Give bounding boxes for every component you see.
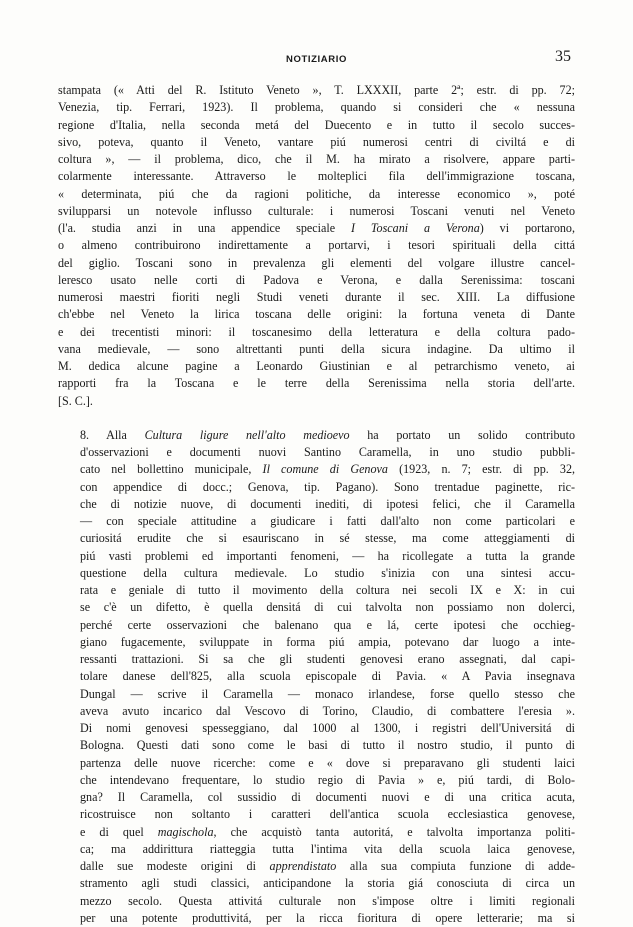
text-line [58, 444, 575, 461]
italic-term: magischola [157, 824, 214, 839]
text-line: regione d'Italia, nella seconda metá del Duecento e in tutto il secolo succes- [58, 117, 575, 132]
text-line: per una potente produttivitá, per la ricca fioritura di opere letterarie; ma si [80, 910, 575, 925]
text-line: Venezia, tip. Ferrari, 1923). Il problema, quando si consideri che « nessuna [58, 100, 575, 115]
text-line: questione della cultura medievale. Lo studio s'inizia con una sintesi accu- [80, 565, 575, 580]
text-line: rapporti fra la Toscana e le terre della Serenissima nella storia dell'arte. [58, 376, 575, 391]
text-line [58, 427, 575, 444]
text-line: « determinata, piú che da ragioni politiche, da interesse economico », poté [58, 186, 575, 201]
text-line: ressanti trattazioni. Si sa che gli studenti genovesi erano assegnati, dal capi- [80, 652, 575, 666]
running-title: NOTIZIARIO [286, 54, 347, 65]
text-line: leresco usato nelle corti di Padova e Verona, e dalla Serenissima: toscani [58, 272, 575, 287]
text-line [58, 461, 575, 478]
italic-term: apprendistato [269, 859, 337, 873]
text-line [58, 858, 575, 875]
text-line: tolare danese dell'825, alla scuola episcopale di Pavia. « A Pavia insegnava [80, 669, 575, 684]
text-line: stampata (« Atti del R. Istituto Veneto », T. LXXXII, parte 2ª; estr. di pp. 72; [58, 83, 575, 97]
text-line: colarmente interessante. Attraverso le molteplici fila dell'immigrazione toscana, [58, 169, 575, 184]
text-line: Dungal — scrive il Caramella — monaco irlandese, forse quello stesso che [80, 686, 575, 701]
text-line: curiositá erudite che si esauriscano in sé stesse, ma come atteggiamenti di [80, 531, 575, 546]
text-line: che intendevano frequentare, lo studio regio di Pavia » e, piú tardi, di Bolo- [80, 772, 575, 787]
journal-title: Il comune di Genova [262, 462, 388, 477]
text-fragment: (1923, n. 7; estr. di pp. 32, [387, 462, 576, 477]
author-name: Santino Caramella [304, 445, 409, 459]
text-line: Bologna. Questi dati sono come le basi di tutto il nostro studio, il punto di [80, 738, 575, 753]
text-line: che di notizie nuove, di documenti inediti, di ipotesi felici, che il Caramella [80, 496, 575, 511]
text-line: ricostruisce non soltanto i caratteri dell'antica scuola ecclesiastica genovese, [80, 807, 575, 822]
text-line: ch'ebbe nel Veneto la lirica toscana delle origini: la fortuna veneta di Dante [58, 307, 575, 322]
text-line: (l'a. studia anzi in una appendice speciale I Toscani a Verona) vi portarono, [58, 221, 575, 235]
text-fragment: , in uno studio pubbli- [408, 445, 575, 459]
text-line: perché certe osservazioni che balenano qua e lá, certe ipotesi che occhieg- [80, 617, 575, 632]
text-line: Di nomi genovesi spesseggiano, dal 1000 al 1300, i registri dell'Universitá di [80, 721, 575, 735]
text-line: partenza delle nuove ricerche: come e « dove si preparavano gli studenti laici [80, 755, 575, 770]
item-number: 8. Alla [80, 427, 145, 442]
text-line: ca; ma addirittura riatteggia tutta l'intima vita della scuola laica genovese, [80, 841, 575, 856]
text-fragment: dalle sue modeste origini di [80, 859, 270, 873]
text-line: aveva avuto incarico dal Vescovo di Torino, Claudio, di combattere l'eresia ». [80, 703, 575, 718]
page-header [58, 48, 575, 72]
text-line: coltura », — il problema, dico, che il M. ha mirato a risolvere, appare parti- [58, 152, 575, 166]
text-line: o almeno contribuirono indirettamente a portarvi, i tesori spirituali della cittá [58, 238, 575, 253]
text-line: e dei trecentisti minori: il toscanesimo della letteratura e della coltura pado- [58, 324, 575, 339]
text-line: sivo, poteva, quanto il Veneto, vantare piú numerosi centri di civiltá e di [58, 134, 575, 149]
text-line: — con speciale attitudine a giudicare i fatti dall'alto non come particolari e [80, 514, 575, 528]
text-line: giano fugacemente, sviluppate in forma piú ampia, potevano dar luogo a inte- [80, 634, 575, 649]
text-line: del giglio. Toscani sono in prevalenza gli elementi del volgare illustre cancel- [58, 255, 575, 270]
text-fragment: ha portato un solido contributo [349, 427, 575, 442]
text-line: se c'è un difetto, è quella densitá di cui talvolta non possiamo non dolerci, [80, 600, 575, 615]
body-text [58, 82, 575, 927]
paragraph-cultura-ligure [58, 427, 575, 927]
text-line: stramento agli studi classici, anticipandone la storia giá conosciuta di circa un [80, 876, 575, 891]
paragraph-toscani-veneto [58, 82, 575, 410]
text-line: numerosi maestri fioriti negli Studi veneti durante il sec. XIII. La diffusione [58, 290, 575, 304]
page-number: 35 [555, 48, 571, 65]
text-line: con appendice di docc.; Genova, tip. Pagano). Sono trentadue paginette, ric- [80, 479, 575, 494]
text-line: gna? Il Caramella, col sussidio di documenti nuovi e di una critica acuta, [80, 790, 575, 804]
text-fragment: e di quel [80, 824, 158, 839]
text-line: vana medievale, — sono altrettanti punti della sicura indagine. Da ultimo il [58, 341, 575, 356]
book-title: Cultura ligure nell'alto medioevo [144, 427, 350, 442]
text-line: rata e geniale di tutto il movimento della coltura nei secoli IX e X: in cui [80, 583, 575, 597]
italic-appendix-title: I Toscani a Verona [351, 221, 480, 235]
text-line: piú vasti problemi ed importanti fenomeni, — ha ricollegate a tutta la grande [80, 548, 575, 563]
text-line [58, 824, 575, 841]
text-fragment: , che acquistò tanta autoritá, e talvolta importanza politi- [213, 824, 576, 839]
text-fragment: d'osservazioni e documenti nuovi [80, 445, 305, 459]
signature-initials: [S. C.]. [58, 393, 93, 408]
text-line: mezzo secolo. Questa attivitá culturale non s'impose oltre i limiti regionali [80, 893, 575, 908]
text-line: svilupparsi un notevole influsso culturale: i numerosi Toscani venuti nel Veneto [58, 203, 575, 218]
text-line: M. dedica alcune pagine a Leonardo Giustinian e al petrarchismo veneto, ai [58, 359, 575, 373]
text-fragment: alla sua compiuta funzione di adde- [336, 859, 576, 873]
text-fragment: cato nel bollettino municipale, [80, 462, 263, 477]
